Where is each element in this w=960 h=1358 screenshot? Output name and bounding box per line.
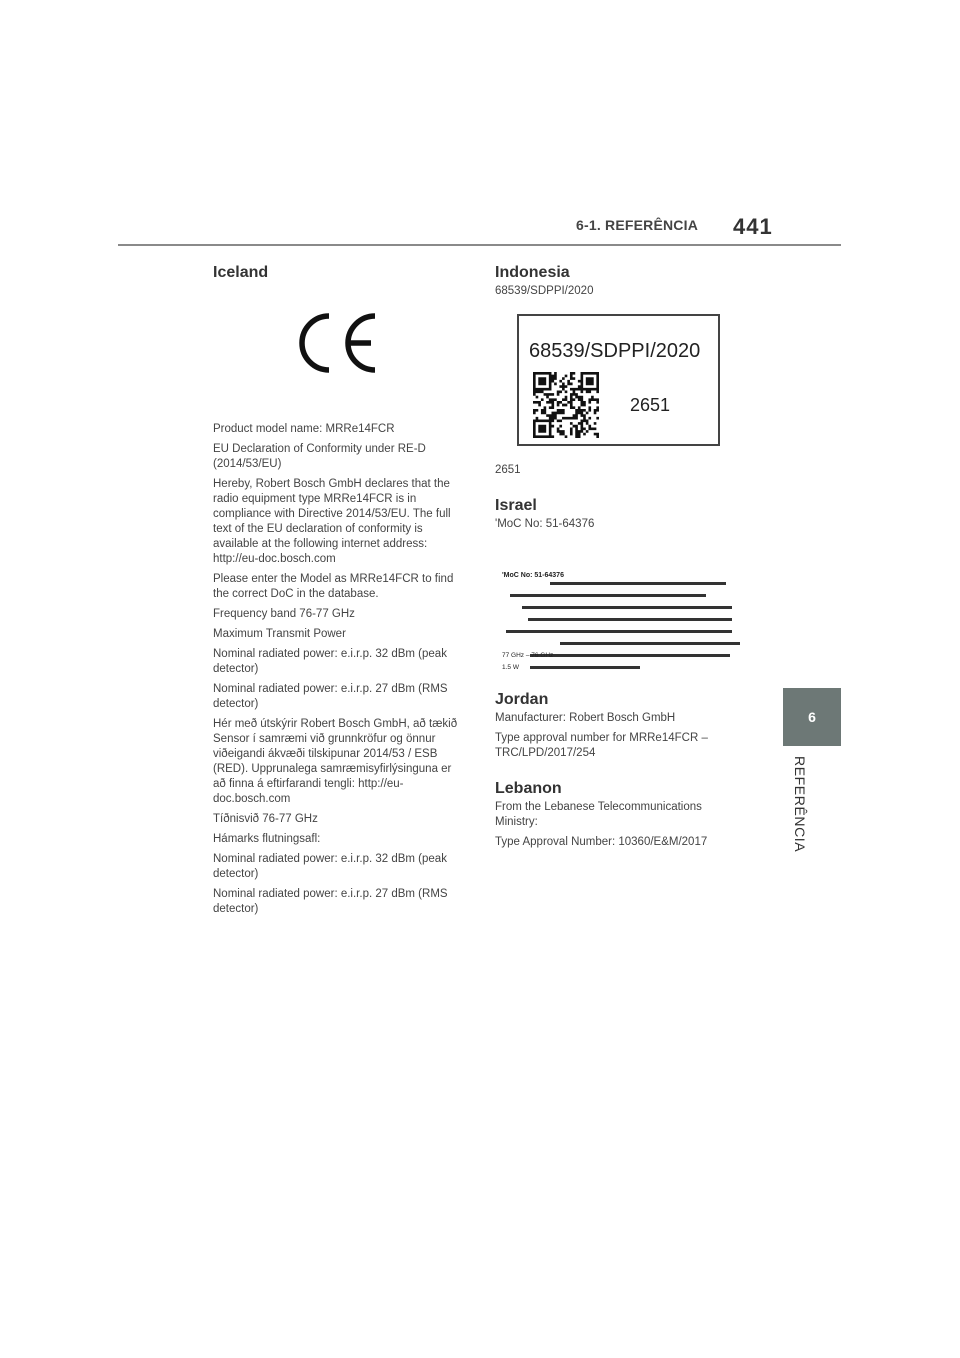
chapter-tab[interactable] bbox=[783, 688, 841, 746]
jordan-type-approval: Type approval number for MRRe14FCR – TRC/LPD/2017/254 bbox=[495, 732, 708, 759]
section-title: 6-1. REFERÊNCIA bbox=[576, 217, 699, 233]
indonesia-cert-text: 68539/SDPPI/2020 bbox=[495, 285, 594, 297]
left-column bbox=[213, 262, 463, 922]
ce-mark-icon bbox=[295, 310, 379, 376]
israel-text-image bbox=[500, 569, 750, 672]
iceland-paragraph: Product model name: MRRe14FCR bbox=[213, 423, 395, 435]
iceland-paragraph: EU Declaration of Conformity under RE-D (2014/53/EU) bbox=[213, 443, 426, 470]
chapter-number: 6 bbox=[808, 709, 816, 725]
label-cert-number: 68539/SDPPI/2020 bbox=[529, 340, 701, 362]
chapter-label: REFERÊNCIA bbox=[792, 756, 808, 853]
iceland-paragraph: Tíðnisvið 76-77 GHz bbox=[213, 813, 318, 825]
lebanon-type-approval: Type Approval Number: 10360/E&M/2017 bbox=[495, 836, 708, 848]
ce-mark bbox=[213, 290, 463, 410]
header-divider bbox=[118, 244, 841, 246]
iceland-paragraph: Maximum Transmit Power bbox=[213, 628, 346, 640]
iceland-paragraph: Nominal radiated power: e.i.r.p. 32 dBm (peak detector) bbox=[213, 648, 447, 675]
iceland-heading: Iceland bbox=[213, 264, 269, 281]
lebanon-from: From the Lebanese Telecommunications Ministry: bbox=[495, 801, 702, 828]
right-column bbox=[495, 262, 745, 855]
israel-image-power: 1.5 W bbox=[502, 664, 519, 671]
jordan-heading: Jordan bbox=[495, 691, 549, 708]
indonesia-heading: Indonesia bbox=[495, 264, 570, 281]
label-dealer-code: 2651 bbox=[630, 395, 671, 415]
israel-heading: Israel bbox=[495, 497, 537, 514]
page-number: 441 bbox=[733, 214, 773, 239]
israel-image-header: 'MoC No: 51-64376 bbox=[502, 572, 564, 579]
qr-code-icon bbox=[533, 372, 599, 443]
indonesia-cert-label bbox=[517, 314, 720, 446]
israel-moc-text: 'MoC No: 51-64376 bbox=[495, 518, 595, 530]
jordan-manufacturer: Manufacturer: Robert Bosch GmbH bbox=[495, 712, 676, 724]
iceland-paragraph: Hámarks flutningsafl: bbox=[213, 833, 321, 845]
lebanon-heading: Lebanon bbox=[495, 780, 562, 797]
israel-approval-image bbox=[495, 569, 745, 672]
iceland-paragraph: Frequency band 76-77 GHz bbox=[213, 608, 355, 620]
israel-image-frequency: 77 GHz – 76 GHz bbox=[502, 652, 554, 659]
iceland-paragraph: Nominal radiated power: e.i.r.p. 27 dBm (RMS detector) bbox=[213, 888, 448, 915]
iceland-paragraph: Nominal radiated power: e.i.r.p. 32 dBm (peak detector) bbox=[213, 853, 447, 880]
iceland-paragraph: Please enter the Model as MRRe14FCR to find the correct DoC in the database. bbox=[213, 573, 454, 600]
indonesia-dealer-code: 2651 bbox=[495, 464, 521, 476]
iceland-paragraph: Hereby, Robert Bosch GmbH declares that the radio equipment type MRRe14FCR is in compliance with Directive 2014/53/EU. The full text of the EU declaration of conformity is available at the following internet address: http://eu-doc.bosch.com bbox=[213, 478, 451, 565]
iceland-paragraph: Hér með útskýrir Robert Bosch GmbH, að tækið Sensor í samræmi við grunnkröfur og önnur viðeigandi ákvæði tilskipunar 2014/53 / ESB (RED). Upprunalega samræmisyfirlýsinguna er að finna á eftirfarandi tengli: http://eu-doc.bosch.com bbox=[213, 718, 458, 805]
iceland-paragraph: Nominal radiated power: e.i.r.p. 27 dBm (RMS detector) bbox=[213, 683, 448, 710]
